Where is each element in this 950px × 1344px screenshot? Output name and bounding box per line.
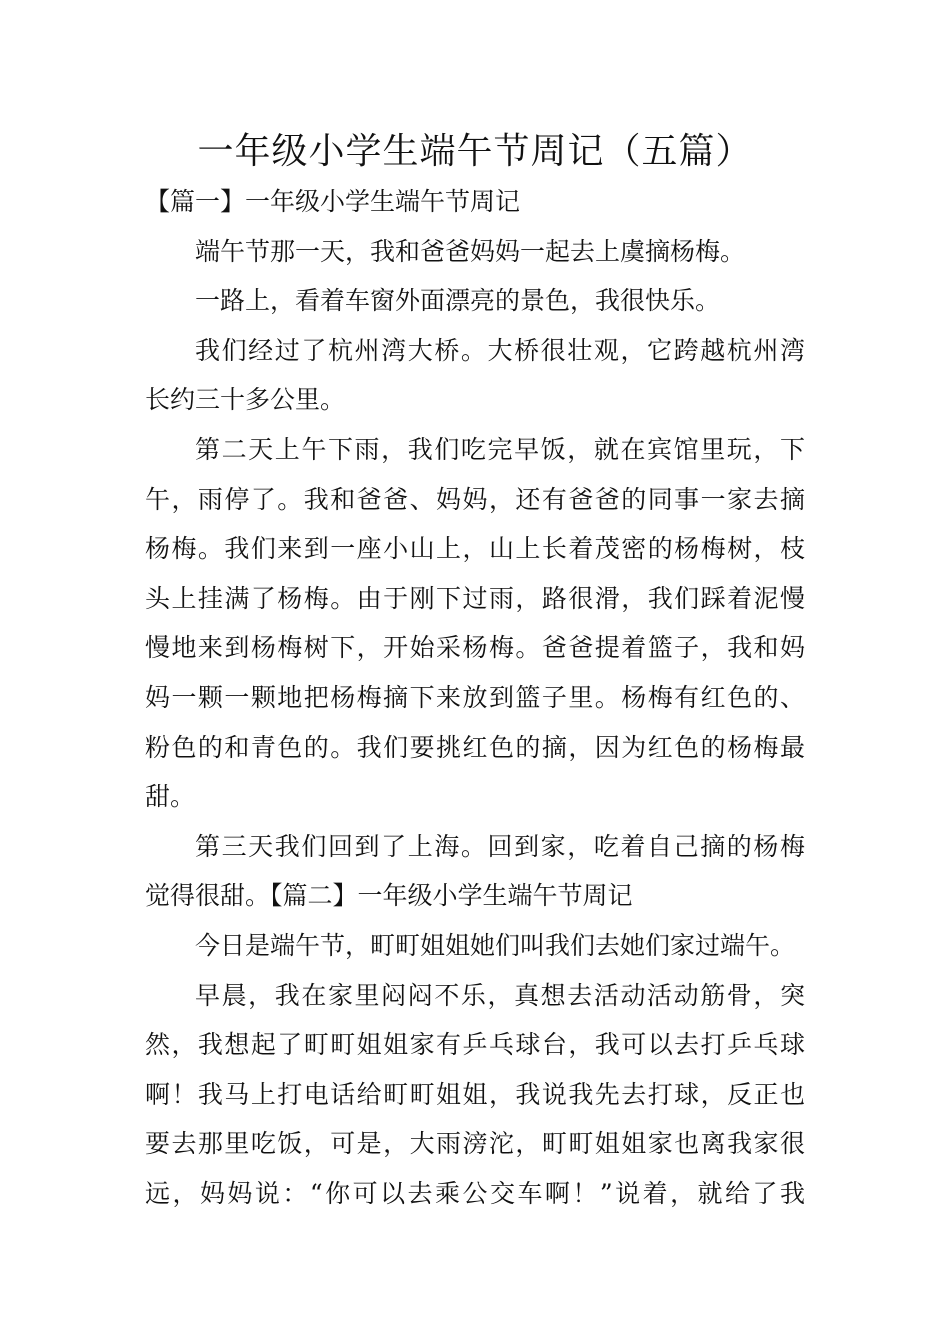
- paragraph-line: 要去那里吃饭，可是，大雨滂沱，町町姐姐家也离我家很: [145, 1129, 805, 1159]
- paragraph-line: 一路上，看着车窗外面漂亮的景色，我很快乐。: [195, 286, 721, 316]
- document-body: [145, 177, 805, 1218]
- section-heading: 【篇一】一年级小学生端午节周记: [145, 187, 521, 216]
- paragraph-line: 今日是端午节，町町姐姐她们叫我们去她们家过端午。: [195, 930, 796, 960]
- paragraph-line: 早晨，我在家里闷闷不乐，真想去活动活动筋骨，突: [195, 980, 805, 1010]
- paragraph-line: 啊！我马上打电话给町町姐姐，我说我先去打球，反正也: [145, 1079, 805, 1109]
- paragraph-line: 第二天上午下雨，我们吃完早饭，就在宾馆里玩，下: [195, 434, 805, 464]
- paragraph-line: 粉色的和青色的。我们要挑红色的摘，因为红色的杨梅最: [145, 732, 805, 762]
- paragraph-line: 慢地来到杨梅树下，开始采杨梅。爸爸提着篮子，我和妈: [145, 633, 805, 663]
- paragraph-line: 长约三十多公里。: [145, 385, 346, 415]
- document-title: 一年级小学生端午节周记（五篇）: [197, 131, 753, 172]
- paragraph-line: 妈一颗一颗地把杨梅摘下来放到篮子里。杨梅有红色的、: [145, 682, 805, 712]
- paragraph-line: 甜。: [145, 782, 196, 812]
- paragraph-line: 觉得很甜。【篇二】一年级小学生端午节周记: [145, 881, 633, 911]
- paragraph-line: 远，妈妈说：“你可以去乘公交车啊！”说着，就给了我: [145, 1178, 805, 1208]
- paragraph-line: 午，雨停了。我和爸爸、妈妈，还有爸爸的同事一家去摘: [145, 484, 805, 514]
- paragraph-line: 杨梅。我们来到一座小山上，山上长着茂密的杨梅树，枝: [145, 534, 805, 564]
- paragraph-line: 然，我想起了町町姐姐家有乒乓球台，我可以去打乒乓球: [145, 1030, 805, 1060]
- paragraph-line: 头上挂满了杨梅。由于刚下过雨，路很滑，我们踩着泥慢: [145, 583, 805, 613]
- paragraph-line: 端午节那一天，我和爸爸妈妈一起去上虞摘杨梅。: [195, 236, 746, 266]
- paragraph-line: 第三天我们回到了上海。回到家，吃着自己摘的杨梅: [195, 831, 805, 861]
- paragraph-line: 我们经过了杭州湾大桥。大桥很壮观，它跨越杭州湾: [195, 335, 805, 365]
